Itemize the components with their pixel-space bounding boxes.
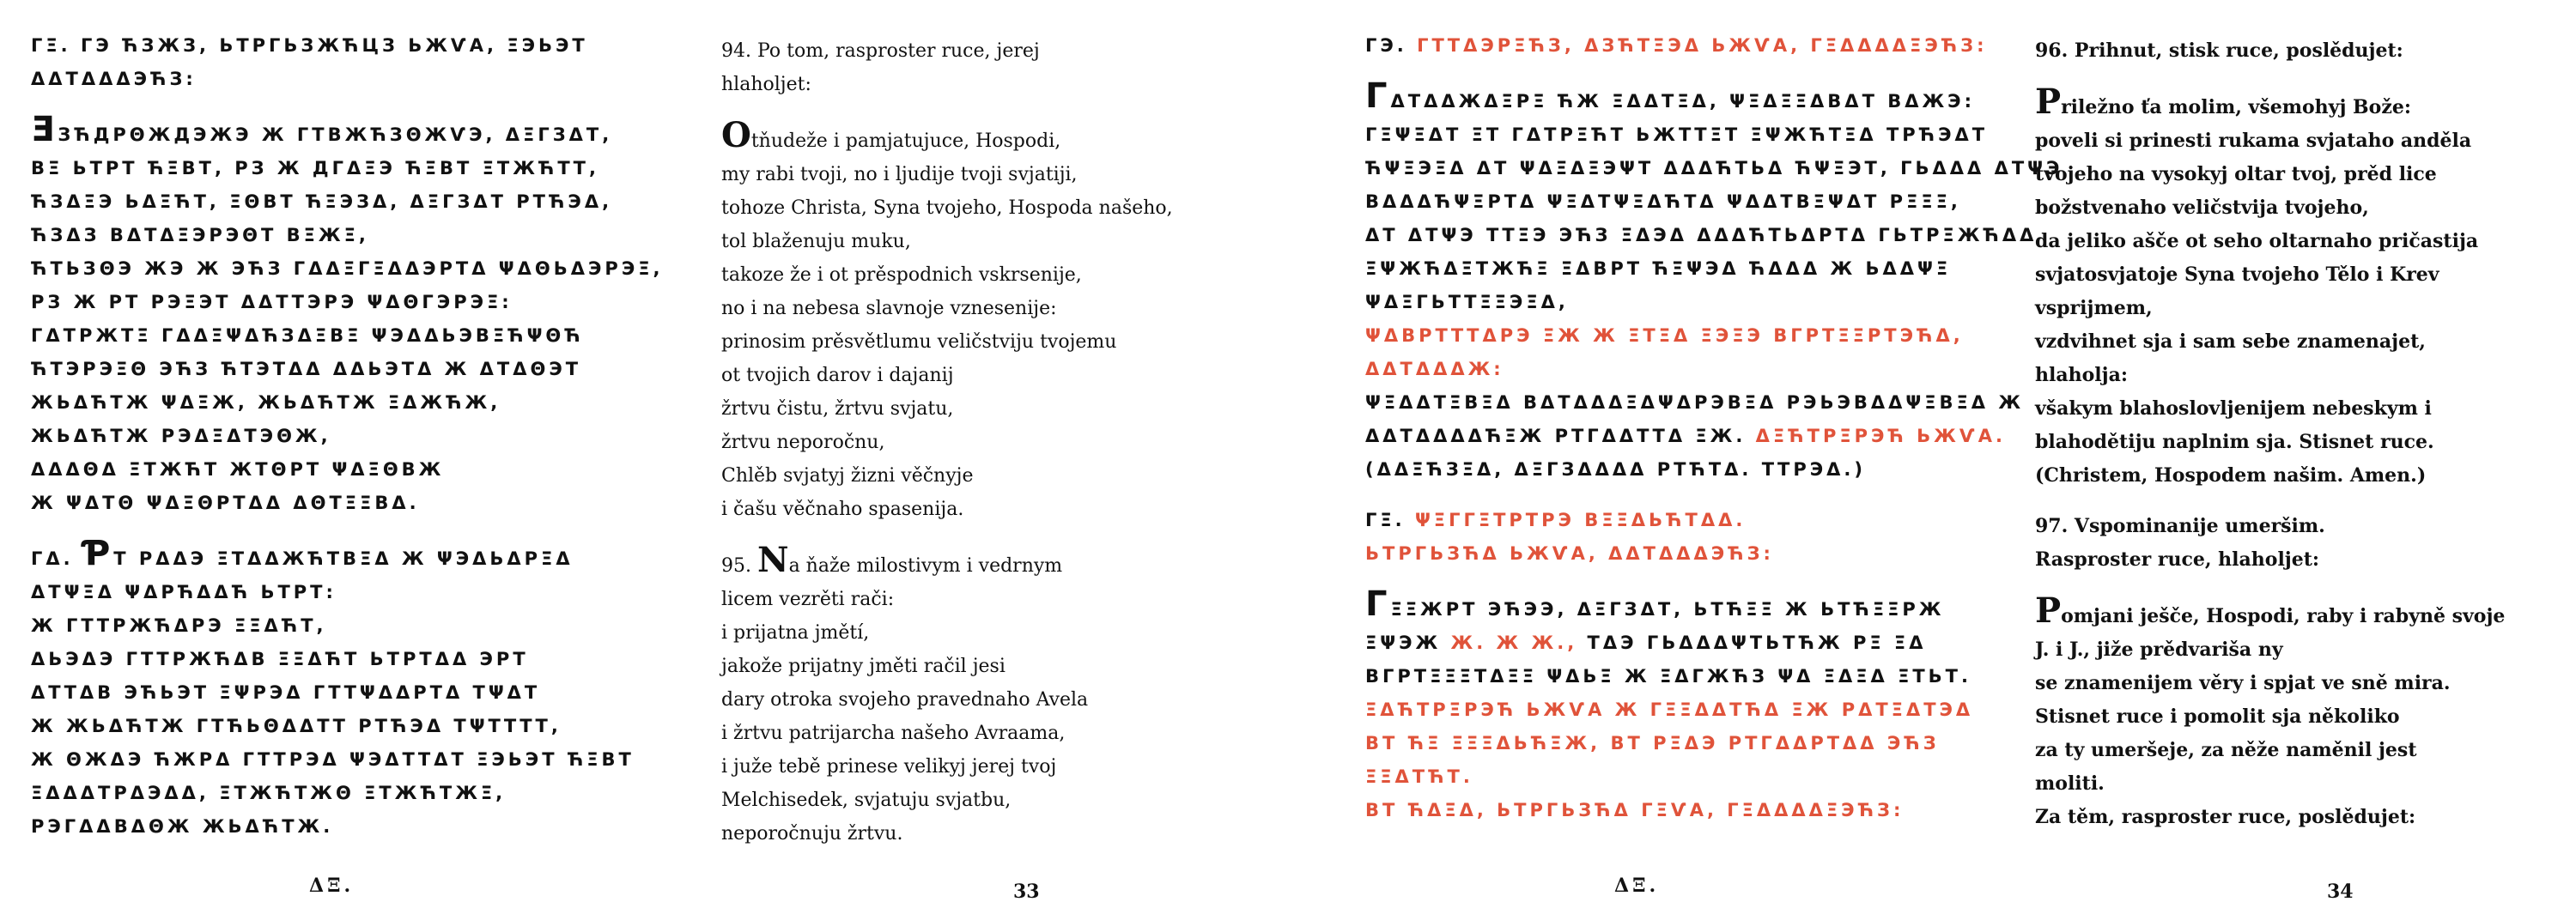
p4-para97-line: Za těm, rasproster ruce, poslědujet: bbox=[2035, 806, 2416, 828]
p1-para2-line: ΔΤΨΞΔ ΨΔΡЋΔΔЋ ЬΤΡΤ: bbox=[31, 582, 337, 602]
p1-paragraph-1 bbox=[31, 110, 664, 520]
p2-paragraph-94 bbox=[721, 115, 1271, 526]
p3-heading-2 bbox=[1365, 504, 1966, 571]
p1-para1-line: ΡЗ Ж ΡΤ ΡЭΞЭΤ ΔΔΤΤЭΡЭ ΨΔΘΓЭΡЭΞ: bbox=[31, 292, 513, 312]
p2-para94-line: ot tvojich darov i dajanij bbox=[721, 365, 954, 386]
p1-para2-line: ΡЭΓΔΔΒΔΘЖ ЖЬΔЋΤЖ. bbox=[31, 816, 334, 837]
p3-para2-line-2-rest: ΤΔЭ ΓЬΔΔΔΨΤЬΤЋЖ ΡΞ ΞΔ bbox=[1587, 633, 1927, 653]
p2-para94-line: takoze že i ot prěspodnich vskrsenije, bbox=[721, 264, 1082, 286]
p3-heading-2-number: ΓΞ. bbox=[1365, 510, 1406, 530]
p2-para94-line-1 bbox=[721, 115, 1271, 158]
p1-para1-line: ЋЗΔЗ ΒΔΤΔΞЭΡЭΘΤ ΒΞЖΞ, bbox=[31, 225, 369, 245]
p3-para1b-line: ΨΞΔΔΤΞΒΞΔ ΒΔΤΔΔΔΞΔΨΔΡЭΒΞΔ ΡЭЬЭΒΔΔΨΞΒΞΔ Ж bbox=[1365, 392, 2025, 413]
p4-para96-line: vzdvihnet sja i sam sebe znamenajet, bbox=[2035, 330, 2426, 353]
p4-heading-97: 97. Vspominanije umeršim. bbox=[2035, 515, 2325, 537]
p3-rubric-line: ΔΔΤΔΔΔЖ: bbox=[1365, 359, 1504, 379]
p1-para2-line: ΔΤΤΔΒ ЭЋЬЭΤ ΞΨΡЭΔ ΓΤΤΨΔΔΡΤΔ ΤΨΔΤ bbox=[31, 682, 541, 703]
p2-para95-line: i juže tebě prinese velikyj jerej tvoj bbox=[721, 756, 1057, 778]
p4-para96-line-1-text: riležno ťa molim, všemohyj Bože: bbox=[2061, 96, 2411, 118]
p1-para1-line: ЋΤЭΡЭΞΘ ЭЋЗ ЋΤЭΤΔΔ ΔΔЬЭΤΔ Ж ΔΤΔΘЭΤ bbox=[31, 359, 582, 379]
p4-para96-line-1 bbox=[2035, 82, 2559, 124]
p1-para2-line: Ж ΘЖΔЭ ЋЖΡΔ ΓΤΤΡЭΔ ΨЭΔΤΤΔΤ ΞЭЬЭΤ ЋΞΒΤ bbox=[31, 749, 635, 770]
p2-para95-line: licem vezrěti rači: bbox=[721, 589, 895, 610]
p3-para1-dropcap: Γ bbox=[1365, 76, 1391, 116]
p4-paragraph-96 bbox=[2035, 82, 2559, 493]
p1-title-line-2: ΔΔΤΔΔΔЭЋЗ: bbox=[31, 69, 197, 89]
p4-para97-line-1-text: omjani ješče, Hospodi, raby i rabyně svoje bbox=[2061, 605, 2506, 627]
p1-para1-line: ΓΔΤΡЖΤΞ ΓΔΔΞΨΔЋЗΔΞΒΞ ΨЭΔΔЬЭΒΞЋΨΘЋ bbox=[31, 325, 584, 346]
p3-para1-line: ΓΞΨΞΔΤ ΞΤ ΓΔΤΡΞЋΤ ЬЖΤΤΞΤ ΞΨЖЋΤΞΔ ΤΡЋЭΔΤ bbox=[1365, 124, 1989, 145]
p4-para96-line: božstvenaho veličstvija tvojeho, bbox=[2035, 197, 2369, 219]
p1-para1-line: ЖЬΔЋΤЖ ΨΔΞЖ, ЖЬΔЋΤЖ ΞΔЖЋЖ, bbox=[31, 392, 501, 413]
p3-para1-line-1 bbox=[1365, 76, 1975, 118]
p3-para2-line-2-rubric: Ж. Ж Ж., bbox=[1450, 633, 1578, 653]
p1-para1-line: Ж ΨΔΤΘ ΨΔΞΘΡΤΔΔ ΔΘΤΞΞΒΔ. bbox=[31, 493, 420, 513]
p1-para2-line: ΞΔΔΔΤΡΔЭΔΔ, ΞΤЖЋΤЖΘ ΞΤЖЋΤЖΞ, bbox=[31, 783, 507, 803]
p2-para95-line: Melchisedek, svjatuju svjatbu, bbox=[721, 790, 1012, 811]
p4-para96-line: hlaholja: bbox=[2035, 364, 2128, 386]
p4-para96-line: poveli si prinesti rukama svjataho anděla bbox=[2035, 130, 2472, 152]
p1-heading-2-dropcap: Ƥ bbox=[82, 534, 114, 573]
p3-para2-line-3: ΒΓΡΤΞΞΞΤΔΞΞ ΨΔЬΞ Ж ΞΔΓЖЋЗ ΨΔ ΞΔΞΔ ΞΤЬΤ. bbox=[1365, 666, 1971, 687]
p3-para2-rubric-line: ΒΤ ЋΔΞΔ, ЬΤΡΓЬЗЋΔ ΓΞѴА, ΓΞΔΔΔΔΞЭЋЗ: bbox=[1365, 800, 1905, 820]
p2-para95-line: i prijatna jmětí, bbox=[721, 622, 870, 644]
p3-para1-line: ΨΔΞΓЬΤΤΞΞЭΞΔ, bbox=[1365, 292, 1569, 312]
p2-page-number: 33 bbox=[1013, 881, 1040, 903]
p2-para95-line: neporočnuju žrtvu. bbox=[721, 823, 903, 844]
p3-para1b-line-2 bbox=[1365, 420, 2006, 453]
p1-para2-line: ΔЬЭΔЭ ΓΤΤΡЖЋΔΒ ΞΞΔЋΤ ЬΤΡΤΔΔ ЭΡΤ bbox=[31, 649, 529, 669]
p1-heading-2-number: ΓΔ. bbox=[31, 548, 74, 569]
p3-para2-line-1-text: ΞΞЖΡΤ ЭЋЭЭ, ΔΞΓЗΔΤ, ЬΤЋΞΞ Ж ЬΤЋΞΞΡЖ bbox=[1390, 599, 1945, 620]
p3-para1-line: ΒΔΔΔЋΨΞΡΤΔ ΨΞΔΤΨΞΔЋΤΔ ΨΔΔΤΒΞΨΔΤ ΡΞΞΞ, bbox=[1365, 191, 1961, 212]
p3-para1-line: ЋΨΞЭΞΔ ΔΤ ΨΔΞΔΞЭΨΤ ΔΔΔЋΤЬΔ ЋΨΞЭΤ, ΓЬΔΔΔ ΔΤΨЭ bbox=[1365, 158, 2063, 179]
p2-para94-dropcap: O bbox=[721, 115, 751, 155]
p4-para97-line: J. i J., jiže prědvariša ny bbox=[2035, 639, 2283, 661]
p3-para2-line-2-text: ΞΨЭЖ bbox=[1365, 633, 1442, 653]
p3-heading-2-line-1 bbox=[1365, 504, 1966, 537]
p1-para1-line-1 bbox=[31, 110, 635, 152]
p3-para1-line-1-text: ΔΤΔΔЖΔΞΡΞ ЋЖ ΞΔΔΤΞΔ, ΨΞΔΞΞΔΒΔΤ ΒΔЖЭ: bbox=[1390, 91, 1975, 112]
p3-para1-line: ΔΤ ΔΤΨЭ ΤΤΞЭ ЭЋЗ ΞΔЭΔ ΔΔΔЋΤЬΔΡΤΔ ΓЬΤΡΞЖЋΔΔ bbox=[1365, 225, 2038, 245]
p3-heading-2-line-2: ЬΤΡΓЬЗЋΔ ЬЖѴА, ΔΔΤΔΔΔЭЋЗ: bbox=[1365, 543, 1774, 564]
p2-para95-dropcap: N bbox=[757, 540, 789, 580]
page-1 bbox=[0, 0, 670, 908]
p1-title bbox=[31, 29, 635, 96]
p4-para97-line: moliti. bbox=[2035, 772, 2105, 795]
p4-heading-97-cont: Rasproster ruce, hlaholjet: bbox=[2035, 548, 2320, 571]
p4-para97-line-1 bbox=[2035, 590, 2559, 633]
p1-page-number: ΔΞ. bbox=[309, 875, 355, 897]
p3-para1b-rubric: ΔΞЋΤΡΞΡЭЋ ЬЖѴА. bbox=[1755, 426, 2006, 446]
p2-para94-line: tol blaženuju muku, bbox=[721, 231, 911, 252]
p4-heading-96: 96. Prihnut, stisk ruce, poslědujet: bbox=[2035, 39, 2403, 62]
p2-heading-94: 94. Po tom, rasproster ruce, jerej bbox=[721, 40, 1040, 62]
p3-para1-line: ΞΨЖЋΔΞΤЖЋΞ ΞΔΒΡΤ ЋΞΨЭΔ ЋΔΔΔ Ж ЬΔΔΨΞ bbox=[1365, 258, 1952, 279]
p3-para2-rubric-line: ΞΞΔΤЋΤ. bbox=[1365, 766, 1473, 787]
p4-para96-line: blahodětiju naplnim sja. Stisnet ruce. bbox=[2035, 431, 2434, 453]
p2-para94-line: prinosim prěsvětlumu veličstviju tvojemu bbox=[721, 331, 1117, 353]
p4-para96-line: (Christem, Hospodem našim. Amen.) bbox=[2035, 464, 2427, 487]
p1-para1-dropcap: Ǝ bbox=[31, 110, 58, 149]
p2-para95-line: jakože prijatny jměti račil jesi bbox=[721, 656, 1005, 677]
p2-para94-line: žrtvu čistu, žrtvu svjatu, bbox=[721, 398, 954, 420]
p1-title-line-1: ΓΞ. ΓЭ ЋЗЖЗ, ЬΤΡΓЬЗЖЋЦЗ ЬЖѴА, ΞЭЬЭΤ bbox=[31, 35, 588, 56]
p4-para96-line: všakym blahoslovljenijem nebeskym i bbox=[2035, 397, 2432, 420]
p4-para97-line: Stisnet ruce i pomolit sja několiko bbox=[2035, 705, 2400, 728]
p2-para94-line: Chlěb svjatyj žizni věčnyje bbox=[721, 465, 974, 487]
p2-para94-line: i čašu věčnaho spasenija. bbox=[721, 499, 964, 520]
p3-para2-rubric-line: ΞΔЋΤΡΞΡЭЋ ЬЖѴА Ж ΓΞΞΔΔΤЋΔ ΞЖ ΡΔΤΞΔΤЭΔ bbox=[1365, 699, 1974, 720]
p2-paragraph-95 bbox=[721, 540, 1271, 850]
p3-heading-line bbox=[1365, 29, 1988, 63]
p3-para2-line-2 bbox=[1365, 627, 1966, 660]
p1-para1-line: ЋЗΔΞЭ ЬΔΞЋΤ, ΞΘΒΤ ЋΞЭЗΔ, ΔΞΓЗΔΤ ΡΤЋЭΔ, bbox=[31, 191, 613, 212]
p4-para96-dropcap: P bbox=[2035, 82, 2062, 122]
p3-rubric-line: ΨΔΒΡΤΤΤΔΡЭ ΞЖ Ж ΞΤΞΔ ΞЭΞЭ ΒΓΡΤΞΞΡΤЭЋΔ, bbox=[1365, 325, 1964, 346]
p2-para94-line: tohoze Christa, Syna tvojeho, Hospoda našeho, bbox=[721, 197, 1173, 219]
p1-para1-line: ΔΔΔΘΔ ΞΤЖЋΤ ЖΤΘΡΤ ΨΔΞΘΒЖ bbox=[31, 459, 445, 480]
p2-para94-line: my rabi tvoji, no i ljudije tvoji svjatiji, bbox=[721, 164, 1078, 185]
page-4 bbox=[2001, 0, 2576, 908]
page-3 bbox=[1314, 0, 2063, 908]
p3-heading-number: ΓЭ. bbox=[1365, 35, 1407, 56]
p2-heading-94-cont: hlaholjet: bbox=[721, 74, 811, 95]
p1-para2-line: Ж ΓΤΤΡЖЋΔΡЭ ΞΞΔЋΤ, bbox=[31, 615, 327, 636]
p3-heading-rubric: ΓΤΤΔЭΡΞЋЗ, ΔЗЋΤΞЭΔ ЬЖѴА, ΓΞΔΔΔΔΞЭЋЗ: bbox=[1417, 35, 1988, 56]
p4-para97-dropcap: P bbox=[2035, 590, 2062, 631]
p4-para97-line: se znamenijem věry i spjat ve sně mira. bbox=[2035, 672, 2451, 694]
p3-page-number: ΔΞ. bbox=[1614, 875, 1660, 897]
p4-section-97 bbox=[2035, 510, 2559, 577]
p3-para2-dropcap: Γ bbox=[1365, 584, 1391, 624]
page-2 bbox=[670, 0, 1288, 908]
p2-para94-line-1-text: tňudeže i pamjatujuce, Hospodi, bbox=[750, 130, 1061, 152]
p3-para2-rubric-line: ΒΤ ЋΞ ΞΞΞΔЬЋΞЖ, ΒΤ ΡΞΔЭ ΡΤΓΔΔΡΤΔΔ ЭЋЗ bbox=[1365, 733, 1940, 754]
p3-paragraph-1 bbox=[1365, 76, 2063, 487]
p1-heading-2-text: Т ΡΔΔЭ ΞΤΔΔЖЋΤΒΞΔ Ж ΨЭΔЬΔΡΞΔ bbox=[113, 548, 574, 569]
p2-section-94 bbox=[721, 34, 1271, 101]
p2-para95-line: dary otroka svojeho pravednaho Avela bbox=[721, 689, 1089, 711]
p1-para1-line-1-text: ЗЋДРΘЖДЭЖЭ Ж ΓΤΒЖЋЗΘЖѴЭ, ΔΞΓЗΔΤ, bbox=[58, 124, 613, 145]
p3-para1b-line-3: (ΔΔΞЋЗΞΔ, ΔΞΓЗΔΔΔΔ ΡΤЋΤΔ. ΤΤΡЭΔ.) bbox=[1365, 459, 1866, 480]
p4-section-96 bbox=[2035, 34, 2559, 68]
p4-paragraph-97 bbox=[2035, 590, 2559, 834]
p1-heading-2 bbox=[31, 534, 635, 576]
p3-heading bbox=[1365, 29, 1988, 63]
p2-para95-line-1-text: a ňaže milostivym i vedrnym bbox=[788, 555, 1063, 577]
p4-para96-line: vsprijmem, bbox=[2035, 297, 2153, 319]
p3-heading-2-rubric: ΨΞΓΓΞΤΡΤΡЭ ΒΞΞΔЬЋΤΔΔ. bbox=[1414, 510, 1747, 530]
p2-para95-line: i žrtvu patrijarcha našeho Avraama, bbox=[721, 723, 1066, 744]
p1-para2-line: Ж ЖЬΔЋΤЖ ΓΤЋЬΘΔΔΤΤ ΡΤЋЭΔ ΤΨΤΤΤΤ, bbox=[31, 716, 562, 736]
p1-para1-line: ЖЬΔЋΤЖ ΡЭΔΞΔΤЭΘЖ, bbox=[31, 426, 331, 446]
p4-para97-line: za ty umeršeje, za něže naměnil jest bbox=[2035, 739, 2417, 761]
p2-para95-number: 95. bbox=[721, 555, 751, 577]
p3-para2-line-1 bbox=[1365, 584, 1966, 627]
p2-para94-line: no i na nebesa slavnoje vznesenije: bbox=[721, 298, 1057, 319]
p2-para94-line: žrtvu neporočnu, bbox=[721, 432, 885, 453]
p4-para96-line: svjatosvjatoje Syna tvojeho Tělo i Krev bbox=[2035, 263, 2439, 286]
p4-para96-line: tvojeho na vysokyj oltar tvoj, prěd lice bbox=[2035, 163, 2437, 185]
p3-paragraph-2 bbox=[1365, 584, 1974, 827]
p1-para1-line: ЋΤЬЗΘЭ ЖЭ Ж ЭЋЗ ΓΔΔΞΓΞΔΔЭΡΤΔ ΨΔΘЬΔЭΡЭΞ, bbox=[31, 258, 664, 279]
p1-paragraph-2 bbox=[31, 534, 635, 844]
p2-para95-line-1 bbox=[721, 540, 1271, 583]
p1-para1-line: ΒΞ ЬΤΡΤ ЋΞΒΤ, ΡЗ Ж ДΓΔΞЭ ЋΞΒΤ ΞΤЖЋΤΤ, bbox=[31, 158, 599, 179]
p4-page-number: 34 bbox=[2327, 881, 2354, 903]
p3-para1b-text: ΔΔΤΔΔΔΔЋΞЖ ΡΤΓΔΔΤΤΔ ΞЖ. bbox=[1365, 426, 1747, 446]
p4-para96-line: da jeliko ašče ot seho oltarnaho pričastija bbox=[2035, 230, 2479, 252]
